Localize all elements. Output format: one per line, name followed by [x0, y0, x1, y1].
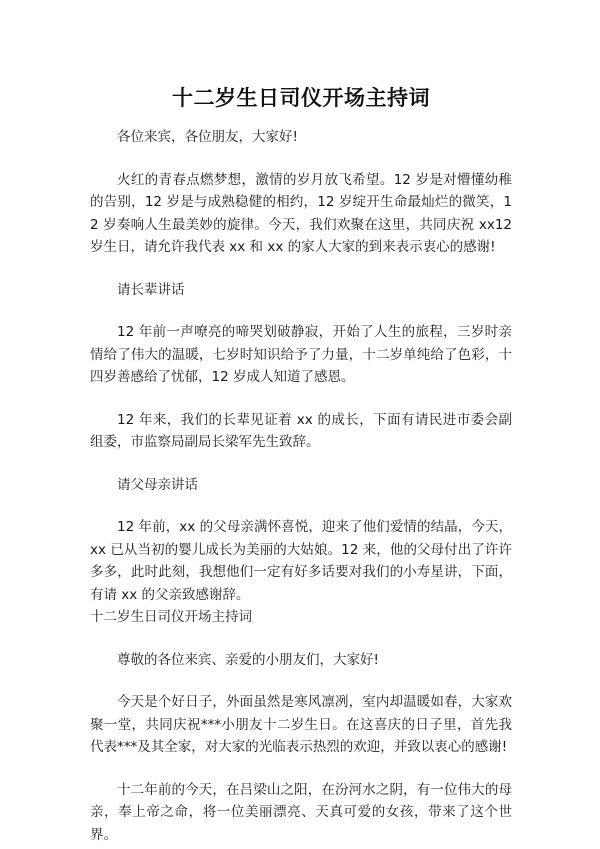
second-title: 十二岁生日司仪开场主持词 — [90, 609, 252, 625]
paragraph-good-day: 今天是个好日子，外面虽然是寒风凛冽，室内却温暖如春，大家欢聚一堂，共同庆祝***小朋友十二岁生日。在这喜庆的日子里，首先我代表***及其全家，对大家的光临表示热烈的欢迎，并致以衷心的感谢! — [90, 694, 512, 755]
parents-speech-line: 请父母亲讲话 — [117, 476, 198, 493]
greeting-paragraph: 各位来宾，各位朋友，大家好! — [117, 129, 298, 145]
elder-speech-line: 请长辈讲话 — [117, 281, 185, 298]
paragraph-birth: 12 年前一声嘹亮的啼哭划破静寂，开始了人生的旅程，三岁时亲情给了伟大的温暖，七岁时知识给予了力量，十二岁单纯给了色彩，十四岁善感给了忧郁，12 岁成人知道了感恩。 — [90, 324, 512, 385]
paragraph-parents: 12 年前，xx 的父母亲满怀喜悦，迎来了他们爱情的结晶，今天，xx 已从当初的婴儿成长为美丽的大姑娘。12 来，他的父母付出了许许多多，此时此刻，我想他们一定有好多话要对我们的小寿星讲，下面，有请 xx 的父亲致感谢辞。 — [90, 519, 512, 603]
greeting-paragraph-2: 尊敬的各位来宾、亲爱的小朋友们，大家好! — [117, 651, 379, 668]
paragraph-elders: 12 年来，我们的长辈见证着 xx 的成长，下面有请民进市委会副组委，市监察局副局长梁军先生致辞。 — [90, 411, 512, 450]
paragraph-twelve-years: 十二年前的今天，在吕梁山之阳，在汾河水之阴，有一位伟大的母亲，奉上帝之命，将一位美丽漂亮、天真可爱的女孩，带来了这个世界。 — [90, 781, 512, 843]
document-title: 十二岁生日司仪开场主持词 — [172, 86, 430, 110]
paragraph-opening: 火红的青春点燃梦想，激情的岁月放飞希望。12 岁是对懵懂幼稚的告别，12 岁是与成熟稳健的相约，12 岁绽开生命最灿烂的微笑，12 岁奏响人生最美妙的旋律。今天，我们欢聚在这里，共同庆祝 xx12 岁生日，请允许我代表 xx 和 xx 的家人大家的到来表示衷心的感谢! — [90, 171, 512, 255]
